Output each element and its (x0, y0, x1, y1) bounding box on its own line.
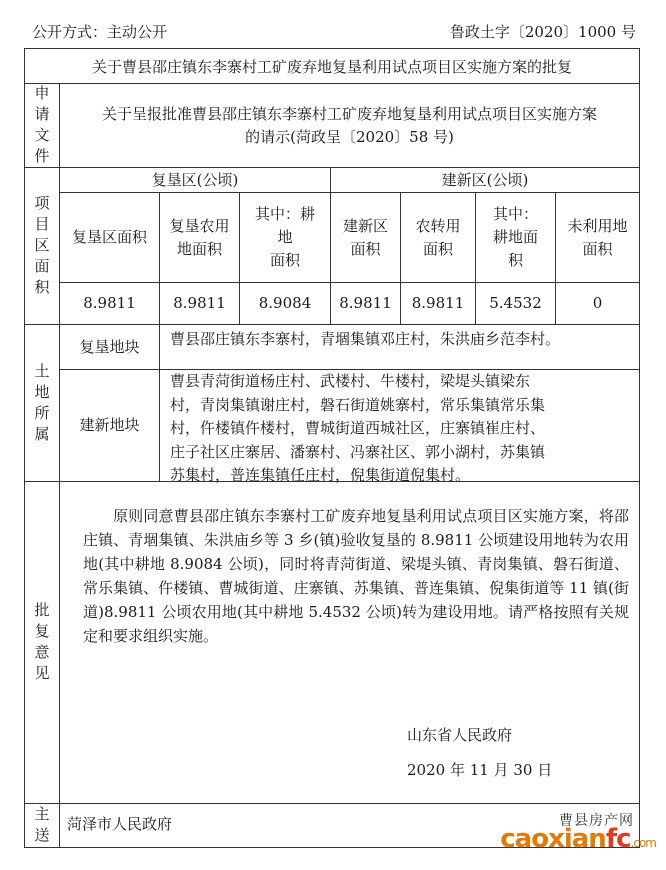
build-parcel-text: 曹县青菏街道杨庄村、武楼村、牛楼村，梁堤头镇梁东 村，青岗集镇谢庄村，磐石街道姚寨村，常乐集镇常乐集 村，仵楼镇仵楼村，曹城街道西城社区，庄寨镇崔庄村、 庄子社区庄寨居、潘寨村、冯寨社区、郭小湖村，苏集镇 苏集村，普连集镇任庄村，倪集街道倪集村。 (170, 372, 546, 484)
area-label: 项 目 区 面 积 (34, 194, 50, 296)
disclosure-method: 公开方式：主动公开 (32, 23, 168, 41)
application-text: 关于呈报批准曹县邵庄镇东李寨村工矿废弃地复垦利用试点项目区实施方案 的请示(菏政呈〔2020〕58 号) (101, 104, 597, 146)
col-header: 复垦农用 地面积 (169, 216, 230, 258)
area-value: 8.9811 (173, 294, 226, 312)
col-header: 建新区 面积 (342, 216, 388, 258)
area-value: 8.9811 (339, 294, 392, 312)
reclaim-area-header: 复垦区(公顷) (151, 170, 239, 189)
area-value: 5.4532 (489, 294, 542, 312)
reclaim-parcel-label: 复垦地块 (79, 337, 140, 356)
application-label: 申 请 文 件 (34, 84, 50, 165)
site-watermark (476, 810, 656, 860)
recipient-label: 主 送 (34, 805, 50, 844)
area-value: 8.9811 (83, 294, 136, 312)
col-header: 农转用 面积 (415, 216, 461, 258)
reclaim-parcel-text: 曹县邵庄镇东李寨村，青堌集镇邓庄村，朱洪庙乡范李村。 (170, 330, 561, 348)
issuer: 山东省人民政府 (407, 726, 513, 744)
approval-label: 批 复 意 见 (34, 601, 50, 682)
watermark-logo: caoxianfc.com (500, 824, 656, 854)
col-header: 其中：耕 地 面积 (254, 205, 315, 269)
document-title: 关于曹县邵庄镇东李寨村工矿废弃地复垦利用试点项目区实施方案的批复 (91, 57, 572, 76)
recipient-name: 菏泽市人民政府 (67, 815, 173, 833)
build-area-header: 建新区(公顷) (441, 170, 529, 189)
col-header: 复垦区面积 (71, 228, 147, 246)
approval-opinion: 原则同意曹县邵庄镇东李寨村工矿废弃地复垦利用试点项目区实施方案，将邵庄镇、青堌集镇、朱洪庙乡等 3 乡(镇)验收复垦的 8.9811 公顷建设用地转为农用地(其中耕地 8.9084 公顷)，同时将青菏街道、梁堤头镇、青岗集镇、磐石街道、常乐集镇、仵楼镇、曹城街道、庄寨镇、苏集镇、普连集镇、倪集街道等 11 镇(街道)8.9811 公顷农用地(其中耕地 5.4532 公顷)转为建设用地。请严格按照有关规定和要求组织实施。 (83, 507, 629, 645)
watermark-cn: 曹县房产网 (559, 813, 634, 829)
land-label: 土 地 所 属 (34, 361, 50, 443)
area-value: 8.9084 (258, 294, 312, 312)
document-header (32, 22, 636, 42)
approval-date: 2020 年 11 月 30 日 (407, 761, 553, 779)
col-header: 其中： 耕地面 积 (492, 205, 538, 269)
build-parcel-label: 建新地块 (79, 416, 140, 434)
document-number: 鲁政土字〔2020〕1000 号 (449, 23, 636, 41)
col-header: 未利用地 面积 (567, 216, 628, 258)
area-value: 8.9811 (411, 294, 465, 312)
approval-form (24, 48, 640, 848)
area-value: 0 (592, 294, 603, 312)
